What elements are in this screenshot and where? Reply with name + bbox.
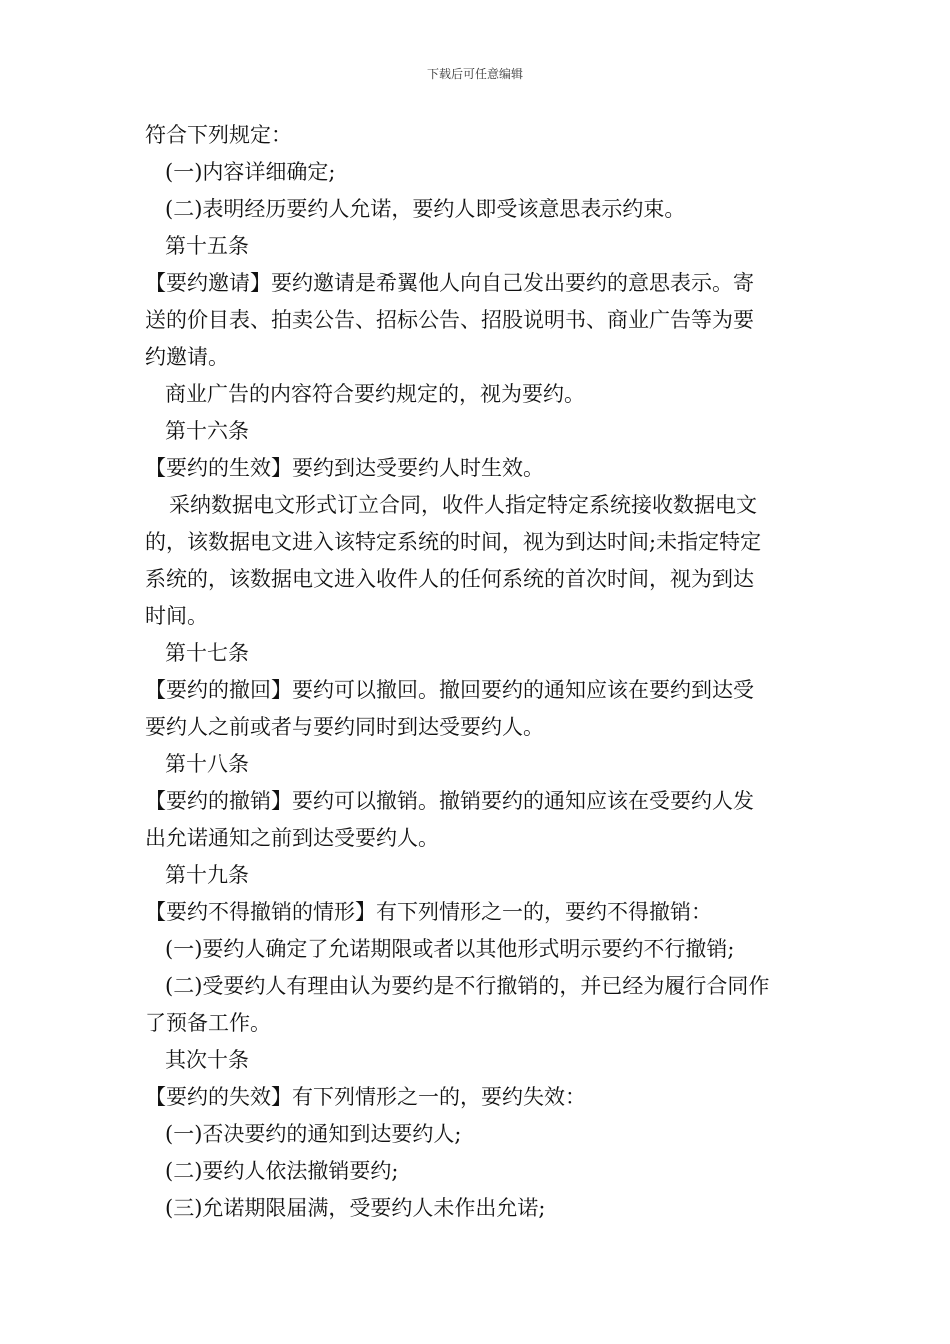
text-line: (二)要约人依法撤销要约;: [165, 1159, 399, 1183]
text-line: 符合下列规定：: [145, 123, 292, 147]
text-line: 要约人之前或者与要约同时到达受要约人。: [145, 715, 544, 739]
text-line: (二)表明经历要约人允诺，要约人即受该意思表示约束。: [165, 197, 686, 221]
text-line: 【要约不得撤销的情形】有下列情形之一的，要约不得撤销：: [145, 900, 712, 924]
text-line: 第十六条: [165, 419, 249, 443]
text-line: 【要约邀请】要约邀请是希翼他人向自己发出要约的意思表示。寄: [145, 271, 754, 295]
text-line: 【要约的失效】有下列情形之一的，要约失效：: [145, 1085, 586, 1109]
text-line: 【要约的撤销】要约可以撤销。撤销要约的通知应该在受要约人发: [145, 789, 754, 813]
text-line: 时间。: [145, 604, 208, 628]
text-line: 采纳数据电文形式订立合同，收件人指定特定系统接收数据电文: [169, 493, 757, 517]
text-line: 第十九条: [165, 863, 249, 887]
text-line: 商业广告的内容符合要约规定的，视为要约。: [165, 382, 585, 406]
text-line: 系统的，该数据电文进入收件人的任何系统的首次时间，视为到达: [145, 567, 754, 591]
text-line: (二)受要约人有理由认为要约是不行撤销的，并已经为履行合同作: [165, 974, 770, 998]
text-line: (三)允诺期限届满，受要约人未作出允诺;: [165, 1196, 546, 1220]
text-line: 出允诺通知之前到达受要约人。: [145, 826, 439, 850]
text-line: (一)内容详细确定;: [165, 160, 336, 184]
text-line: 其次十条: [165, 1048, 249, 1072]
text-line: 【要约的生效】要约到达受要约人时生效。: [145, 456, 544, 480]
text-line: 的，该数据电文进入该特定系统的时间，视为到达时间;未指定特定: [145, 530, 762, 554]
text-line: 第十五条: [165, 234, 249, 258]
page-header: 下载后可任意编辑: [426, 67, 523, 81]
text-line: (一)要约人确定了允诺期限或者以其他形式明示要约不行撤销;: [165, 937, 735, 961]
text-line: 【要约的撤回】要约可以撤回。撤回要约的通知应该在要约到达受: [145, 678, 754, 702]
text-line: 第十七条: [165, 641, 249, 665]
text-line: 约邀请。: [145, 345, 229, 369]
text-line: (一)否决要约的通知到达要约人;: [165, 1122, 462, 1146]
document-body: [145, 117, 810, 1227]
text-line: 第十八条: [165, 752, 249, 776]
text-line: 送的价目表、拍卖公告、招标公告、招股说明书、商业广告等为要: [145, 308, 754, 332]
text-line: 了预备工作。: [145, 1011, 271, 1035]
